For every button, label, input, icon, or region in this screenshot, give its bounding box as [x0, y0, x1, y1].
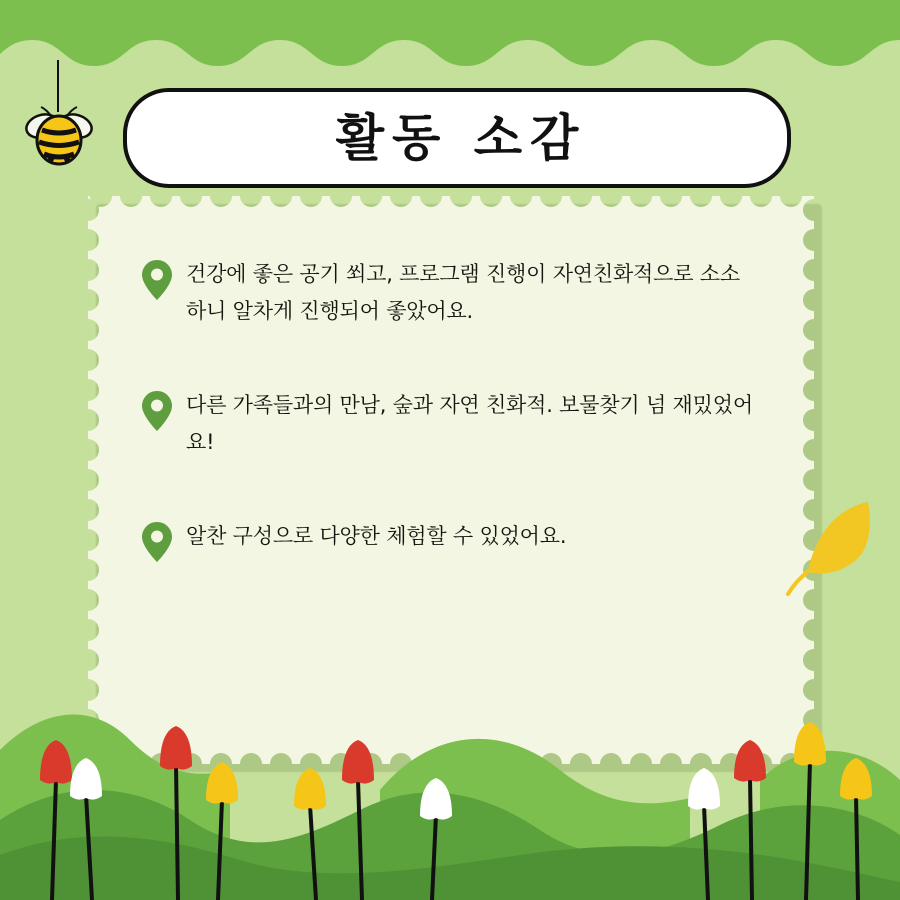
- map-pin-icon: [140, 520, 174, 564]
- map-pin-icon: [140, 258, 174, 302]
- list-item: [140, 256, 772, 331]
- ginkgo-leaf-icon: [772, 480, 892, 600]
- page-title: 활동 소감: [335, 109, 587, 167]
- bee-decoration: [20, 60, 110, 190]
- list-item-text: 알찬 구성으로 다양한 체험할 수 있었어요.: [186, 523, 567, 548]
- map-pin-icon: [140, 389, 174, 433]
- list-item-text: 다른 가족들과의 만남, 숲과 자연 친화적. 보물찾기 넘 재밌었어요!: [186, 392, 753, 455]
- title-pill: [123, 88, 791, 188]
- top-wave-band: [0, 0, 900, 90]
- list-item-text: 건강에 좋은 공기 쐬고, 프로그램 진행이 자연친화적으로 소소하니 알차게 진행되어 좋았어요.: [186, 262, 740, 324]
- list-item: [140, 518, 772, 564]
- bottom-scenery: [0, 630, 900, 900]
- list-item: [140, 387, 772, 462]
- bee-icon: [20, 60, 110, 190]
